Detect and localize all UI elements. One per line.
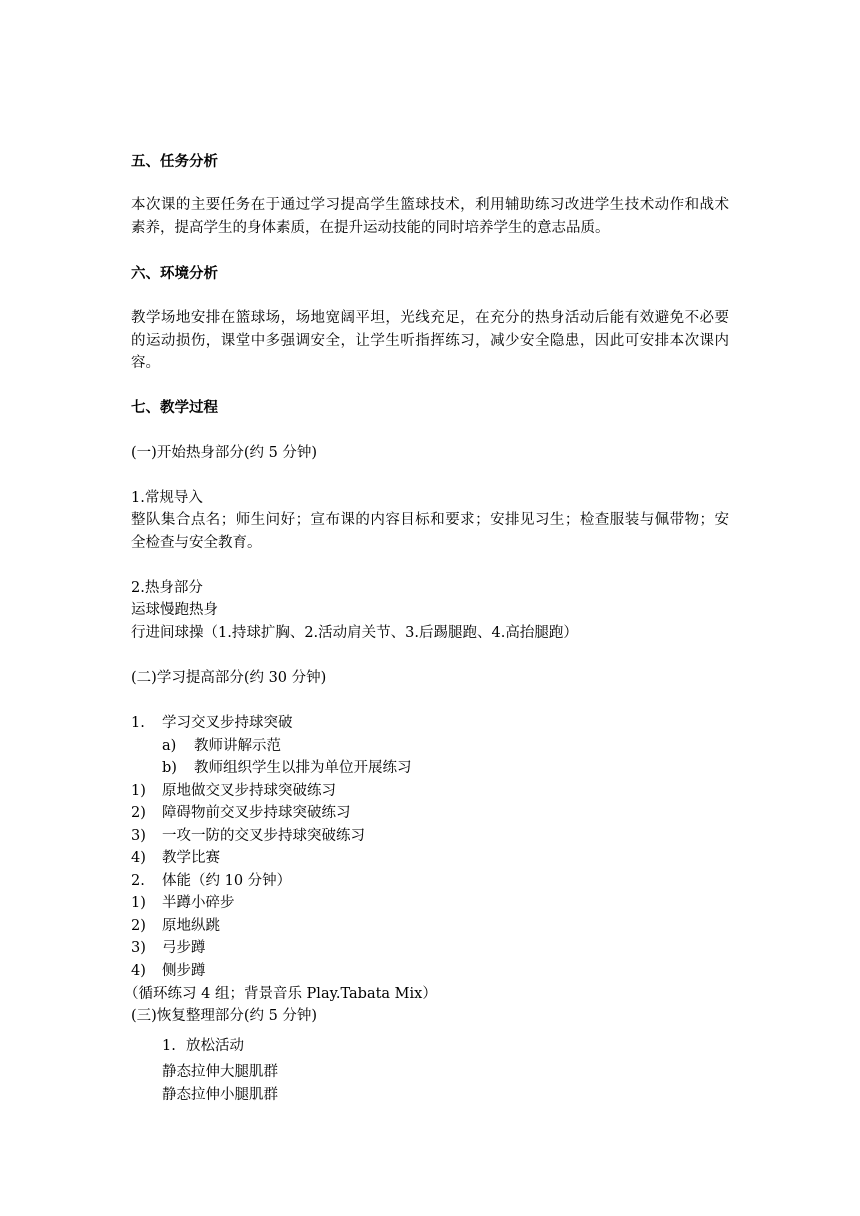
warmup-title: 2.热身部分: [131, 580, 203, 596]
list-item: [131, 780, 631, 802]
list-item-number: 2.: [131, 873, 145, 889]
list-item: [131, 870, 631, 892]
section-heading-task: 五、任务分析: [131, 154, 218, 170]
section-heading-environment: 六、环境分析: [131, 266, 218, 282]
list-item: [131, 915, 631, 937]
list-item: [162, 735, 562, 757]
list-item: [131, 825, 631, 847]
stretch-item-1: 静态拉伸大腿肌群: [162, 1064, 278, 1080]
list-item-number: a): [162, 738, 177, 754]
part1-title: (一)开始热身部分(约 5 分钟): [131, 445, 318, 461]
list-item: [162, 757, 562, 779]
list-item-text: 障碍物前交叉步持球突破练习: [162, 805, 351, 821]
environment-paragraph-line-1: 教学场地安排在篮球场，场地宽阔平坦，光线充足，在充分的热身活动后能有效避免不必要: [131, 310, 729, 326]
part2-title: (二)学习提高部分(约 30 分钟): [131, 670, 327, 686]
list-item-number: 1): [131, 895, 146, 911]
warmup-line-1: 运球慢跑热身: [131, 602, 218, 618]
routine-line-2: 全检查与安全教育。: [131, 535, 262, 551]
list-item-text: 学习交叉步持球突破: [162, 715, 293, 731]
list-item: [131, 892, 631, 914]
list-item-number: 2): [131, 805, 146, 821]
task-paragraph-line-2: 素养，提高学生的身体素质，在提升运动技能的同时培养学生的意志品质。: [131, 220, 610, 236]
list-item: [131, 847, 631, 869]
list-item-number: 3): [131, 940, 146, 956]
list-item-number: 1.: [162, 1038, 176, 1054]
list-item: [131, 802, 631, 824]
list-item-text: 教师讲解示范: [194, 738, 281, 754]
list-item-text: 放松活动: [186, 1038, 244, 1054]
list-item-text: 侧步蹲: [162, 963, 206, 979]
environment-paragraph-line-3: 容。: [131, 355, 160, 371]
list-item-number: 1.: [131, 715, 145, 731]
list-item-number: 4): [131, 850, 146, 866]
list-item-number: 4): [131, 963, 146, 979]
list-item: [131, 937, 631, 959]
routine-line-1: 整队集合点名；师生问好；宣布课的内容目标和要求；安排见习生；检查服装与佩带物；安: [131, 512, 729, 528]
list-item-text: 弓步蹲: [162, 940, 206, 956]
list-item: [162, 1035, 562, 1057]
warmup-line-2: 行进间球操（1.持球扩胸、2.活动肩关节、3.后踢腿跑、4.高抬腿跑）: [131, 625, 578, 641]
list-item-text: 一攻一防的交叉步持球突破练习: [162, 828, 365, 844]
list-item-text: 教师组织学生以排为单位开展练习: [194, 760, 412, 776]
section-heading-process: 七、教学过程: [131, 400, 218, 416]
stretch-item-2: 静态拉伸小腿肌群: [162, 1087, 278, 1103]
list-item-text: 教学比赛: [162, 850, 220, 866]
environment-paragraph-line-2: 的运动损伤，课堂中多强调安全，让学生听指挥练习，减少安全隐患，因此可安排本次课内: [131, 333, 729, 349]
routine-title: 1.常规导入: [131, 490, 203, 506]
list-item: [131, 960, 631, 982]
task-paragraph-line-1: 本次课的主要任务在于通过学习提高学生篮球技术，利用辅助练习改进学生技术动作和战术: [131, 197, 729, 213]
list-item-text: 原地纵跳: [162, 918, 220, 934]
list-item-number: 3): [131, 828, 146, 844]
list-item-number: 2): [131, 918, 146, 934]
circuit-note: （循环练习 4 组；背景音乐 Play.Tabata Mix）: [124, 986, 437, 1002]
list-item-number: 1): [131, 783, 146, 799]
list-item-number: b): [162, 760, 177, 776]
list-item-text: 半蹲小碎步: [162, 895, 235, 911]
part3-title: (三)恢复整理部分(约 5 分钟): [131, 1008, 318, 1024]
list-item-text: 原地做交叉步持球突破练习: [162, 783, 336, 799]
list-item: [131, 712, 631, 734]
list-item-text: 体能（约 10 分钟）: [162, 873, 292, 889]
